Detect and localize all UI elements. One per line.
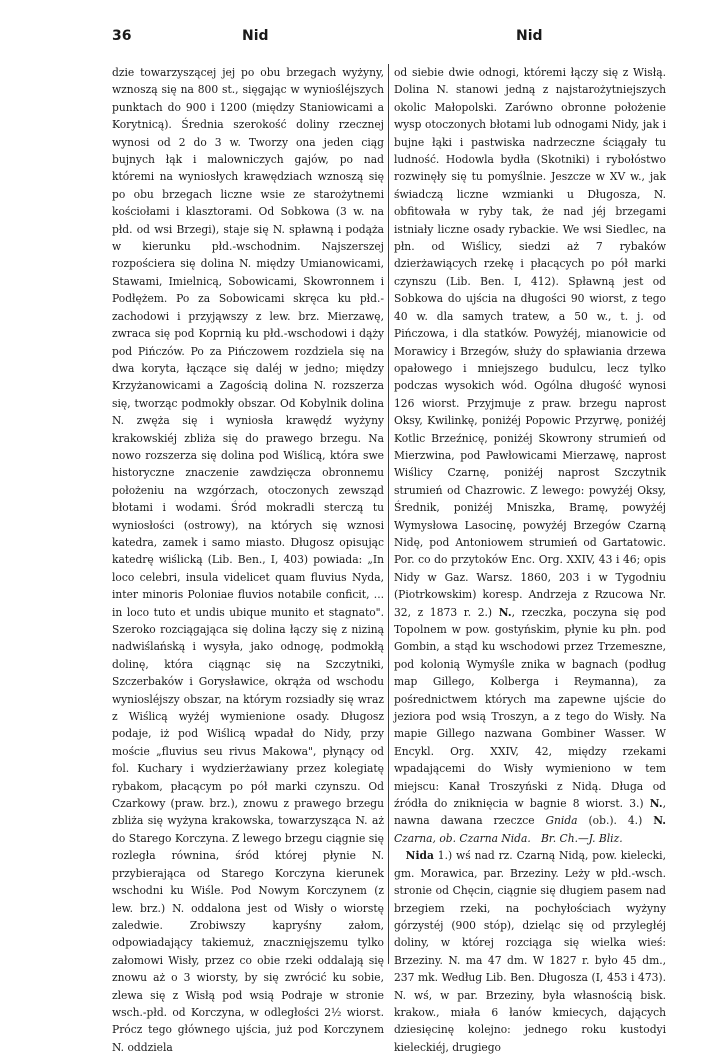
right-column-text-1: od siebie dwie odnogi, któremi łączy się z Wisłą. Dolina N. stanowi jedną z najstarożytniejszych okolic Małopolski. Zarówno obronne położenie wysp otoczonych błotami lub odnogami Nidy, jak i bujne łąki i pastwiska nadrzeczne ściągały tu ludność. Hodowla bydła (Skotniki) i rybołóstwo rozwinęły się tu pomyślnie. Jeszcze w XV w., jak świadczą liczne wzmianki u Długosza, N. obfitowała w ryby tak, że nad jéj brzegami istniały liczne osady rybackie. We wsi Siedlec, na płn. od Wiślicy, siedzi aż 7 rybaków dzierżawiących rzekę i płacących po pół marki czynszu (Lib. Ben. I, 412). Spławną jest od Sobkowa do ujścia na długości 90 wiorst, z tego 40 w. dla samych tratew, a 50 w., t. j. od Pińczowa, i dla statków. Powyżéj, mianowicie od Morawicy i Brzegów, służy do spławiania drzewa opałowego i mniejszego budulcu, lecz tylko podczas wysokich wód. Ogólna długość wynosi 126 wiorst. Przyjmuje z praw. brzegu naprost Oksy, Kwilinkę, poniżéj Popowic Przyrwę, poniżéj Kotlic Brzeźnicę, poniżéj Skowrony strumień od Mierzwina, pod Pawłowicami Mierzawę, naprost Wiślicy Czarnę, poniżéj naprost Szczytnik strumień od Chazrowic. Z lewego: powyżéj Oksy, Średnik, poniżéj Mniszka, Bramę, powyżéj Wymysłowa Lasocinę, powyżéj Brzegów Czarną Nidę, pod Antoniowem strumień od Gartatowic. Por. co do przytoków Enc. Org. XXIV, 43 i 46; opis Nidy w Gaz. Warsz. 1860, 203 i w Tygodniu (Piotrkowskim) koresp. Andrzeja z Rzucowa Nr. 32, z 1873 r. 2.) xyxy=(394,66,666,619)
subentry-marker-4: N. xyxy=(653,814,666,828)
running-head xyxy=(112,28,692,52)
left-headword: Nid xyxy=(242,28,269,44)
author-signature: Br. Ch.—J. Bliz. xyxy=(540,831,623,845)
left-column xyxy=(112,64,384,1054)
gnida-term: Gnida xyxy=(545,814,578,828)
subentry-marker-2: N. xyxy=(498,605,512,619)
right-column-paragraph-1 xyxy=(394,64,666,847)
entry-nida-paragraph xyxy=(394,847,666,1056)
entry-nida-text: 1.) wś nad rz. Czarną Nidą, pow. kielecki, gm. Morawica, par. Brzeziny. Leży w płd.-wsch. stronie od Chęcin, ciągnie się długiem pasem nad brzegiem rzeki, na pochyłościach wyżyny górzystéj (900 stóp), dzieląc się od przyległéj doliny, w której rozciąga się wielka wieś: Brzeziny. N. ma 47 dm. W 1827 r. było 45 dm., 237 mk. Według Lib. Ben. Długosza (I, 453 i 473). N. wś, w par. Brzeziny, była własnością bisk. krakow., miała 6 łanów kmiecych, dających dziesięcinę kolejno: jednego roku kustodyi kieleckiéj, drugiego xyxy=(394,849,666,1054)
left-column-text: dzie towarzyszącej jej po obu brzegach wyżyny, wznoszą się na 800 st., sięgając w wyniośléjszych punktach do 900 i 1200 (między Staniowicami a Korytnicą). Średnia szerokość doliny rzecznej wynosi od 2 do 3 w. Tworzy ona jeden ciąg bujnych łąk i malowniczych gajów, po nad któremi na wyniosłych krawędziach wznoszą się po obu brzegach liczne wsie ze starożytnemi kościołami i klasztorami. Od Sobkowa (3 w. na płd. od wsi Brzegi), staje się N. spławną i podąża w kierunku płd.-wschodnim. Najszerszej rozpościera się dolina N. między Umianowicami, Stawami, Imielnicą, Sobowicami, Skowronnem i Podłężem. Po za Sobowicami skręca ku płd.-zachodowi i przyjąwszy z lew. brz. Mierzawę, zwraca się pod Koprnią ku płd.-wschodowi i dąży pod Pińczów. Po za Pińczowem rozdziela się na dwa koryta, łączące się daléj w jedno; między Krzyżanowicami a Zagością dolina N. rozszerza się, tworząc podmokły obszar. Od Kobylnik dolina N. zwęża się i wyniosła krawędź wyżyny krakowskiéj zbliża się do prawego brzegu. Na nowo rozszerza się dolina pod Wiślicą, która swe historyczne znaczenie zawdzięcza obronnemu położeniu na wzgórzach, otoczonych zewsząd błotami i wodami. Śród mokradli sterczą tu wyniosłości (ostrowy), na których się wznosi katedra, zamek i samo miasto. Długosz opisując katedrę wiślicką (Lib. Ben., I, 403) powiada: „In loco celebri, insula videlicet quam fluvius Nyda, inter minoris Poloniae fluvios notabile conficit, ... in loco tuto et undis ubique munito et stagnato". Szeroko rozciągająca się dolina łączy się z niziną nadwiślańską i wysyła, jako odnogę, podmokłą dolinę, która ciągnąc się na Szczytniki, Szczerbaków i Gorysławice, okrąża od wschodu wyniosléjszy obszar, na którym rozsiadły się wraz z Wiślicą wyżéj wymienione osady. Długosz podaje, iż pod Wiślicą wpadał do Nidy, przy moście „fluvius seu rivus Makowa", płynący od fol. Kuchary i wydzierżawiany przez kolegiatę rybakom, płacącym po pół marki czynszu. Od Czarkowy (praw. brz.), znowu z prawego brzegu zbliża się wyżyna krakowska, towarzysząca N. aż do Starego Korczyna. Z lewego brzegu ciągnie się rozległa równina, śród której płynie N. przybierająca od Starego Korczyna kierunek wschodni ku Wiśle. Pod Nowym Korczynem (z lew. brz.) N. oddalona jest od Wisły o wiorstę zaledwie. Zrobiwszy kapryśny załom, odpowiadający takiemuż, znacznięjszemu tylko załomowi Wisły, przez co obie rzeki oddalają się znowu aż o 3 wiorsty, by się zwrócić ku sobie, zlewa się z Wisłą pod wsią Podraje w stronie wsch.-płd. od Korczyna, w odległości 2½ wiorst. Prócz tego głównego ujścia, już pod Korczynem N. oddziela xyxy=(112,66,384,1054)
page-number: 36 xyxy=(112,28,132,44)
subentry-marker-3: N. xyxy=(649,797,663,811)
right-column xyxy=(394,64,666,1054)
right-column-text-4: (ob.). 4.) xyxy=(577,814,654,828)
right-headword: Nid xyxy=(516,28,543,44)
right-column-text-2: , rzeczka, poczyna się pod Topolnem w pow. gostyńskim, płynie ku płn. pod Gombin, a stąd ku wschodowi przez Trzemeszne, pod kolonią Wymyśle znika w bagnach (podług map Gillego, Kolberga i Reymanna), za pośrednictwem których ma zapewne ujście do jeziora pod wsią Troszyn, a z tego do Wisły. Na mapie Gillego nazwana Gombiner Wasser. W Encykl. Org. XXIV, 42, między rzekami wpadającemi do Wisły wymieniono w tem miejscu: Kanał Troszyński z Nidą. Długa od źródła do zniknięcia w bagnie 8 wiorst. 3.) xyxy=(394,605,666,811)
right-column-text-5: Czarna, ob. Czarna Nida. xyxy=(394,831,531,845)
column-divider xyxy=(388,64,389,964)
right-column-text-3: , nawna dawana rzeczce xyxy=(394,797,666,828)
entry-headword-nida: Nida xyxy=(405,849,434,863)
